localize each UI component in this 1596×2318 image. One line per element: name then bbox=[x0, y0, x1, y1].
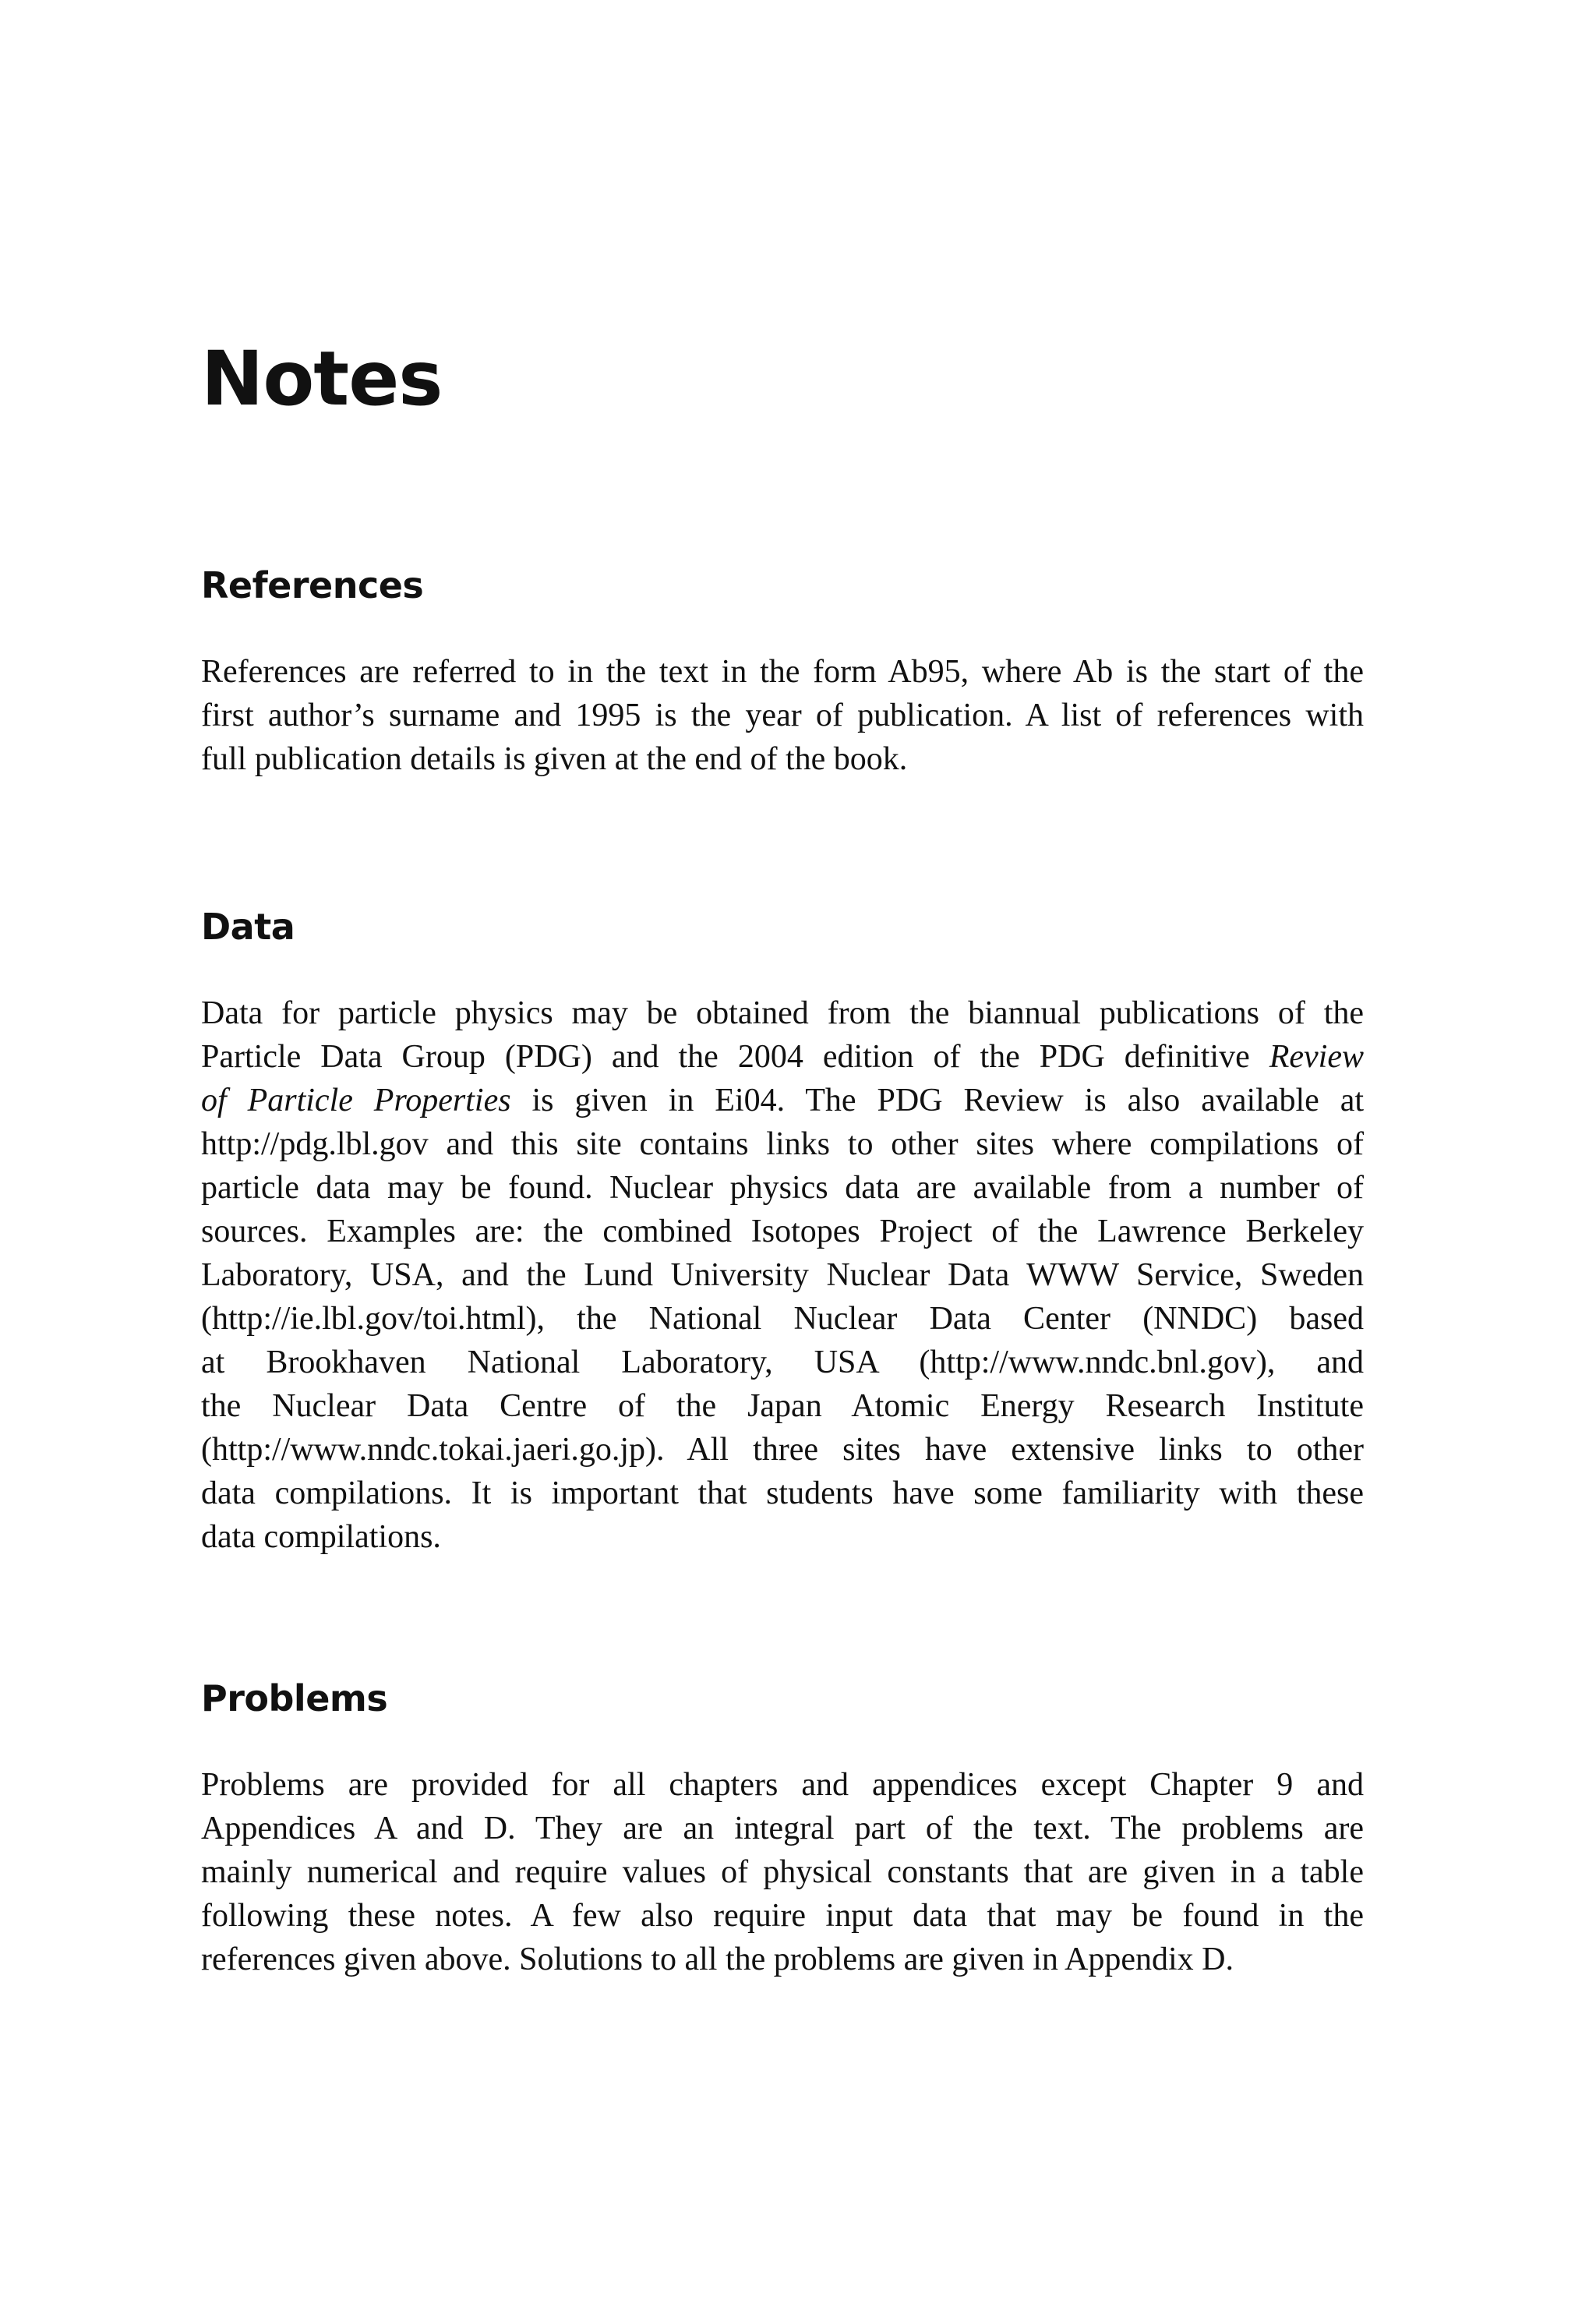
text-line: data compilations. It is important that students have some familiarity with these bbox=[201, 1475, 1364, 1511]
text-line: mainly numerical and require values of physical constants that are given in a table bbox=[201, 1854, 1364, 1890]
section-heading-problems: Problems bbox=[201, 1677, 388, 1719]
text-line: Appendices A and D. They are an integral part of the text. The problems are bbox=[201, 1811, 1364, 1846]
text-line: first author’s surname and 1995 is the year of publication. A list of references with bbox=[201, 698, 1364, 733]
text-line: Laboratory, USA, and the Lund University Nuclear Data WWW Service, Sweden bbox=[201, 1257, 1364, 1293]
text-line: following these notes. A few also require input data that may be found in the bbox=[201, 1898, 1364, 1934]
text-line bbox=[201, 1079, 1364, 1122]
text-line: Problems are provided for all chapters and appendices except Chapter 9 and bbox=[201, 1767, 1364, 1803]
text-fragment: is given in Ei04. The PDG Review is also available at bbox=[531, 1083, 1364, 1118]
paragraph-data bbox=[201, 991, 1364, 1559]
text-line: the Nuclear Data Centre of the Japan Atomic Energy Research Institute bbox=[201, 1388, 1364, 1424]
text-line bbox=[201, 1035, 1364, 1079]
text-line: Data for particle physics may be obtained from the biannual publications of the bbox=[201, 995, 1364, 1031]
text-line: references given above. Solutions to all the problems are given in Appendix D. bbox=[201, 1942, 1234, 1977]
text-line: particle data may be found. Nuclear physics data are available from a number of bbox=[201, 1170, 1364, 1206]
paragraph-references bbox=[201, 650, 1364, 781]
text-line: full publication details is given at the end of the book. bbox=[201, 741, 908, 777]
text-line: data compilations. bbox=[201, 1519, 441, 1555]
book-title-italic: Review bbox=[1269, 1039, 1364, 1075]
text-line: (http://www.nndc.tokai.jaeri.go.jp). All three sites have extensive links to other bbox=[201, 1432, 1364, 1468]
text-line: at Brookhaven National Laboratory, USA (http://www.nndc.bnl.gov), and bbox=[201, 1345, 1364, 1380]
text-line: sources. Examples are: the combined Isotopes Project of the Lawrence Berkeley bbox=[201, 1214, 1364, 1249]
section-heading-data: Data bbox=[201, 906, 295, 948]
book-title-italic: of Particle Properties bbox=[201, 1083, 511, 1118]
text-line: References are referred to in the text in the form Ab95, where Ab is the start of the bbox=[201, 654, 1364, 690]
section-heading-references: References bbox=[201, 564, 424, 606]
page-title: Notes bbox=[201, 335, 443, 422]
paragraph-problems bbox=[201, 1763, 1364, 1981]
text-line: (http://ie.lbl.gov/toi.html), the National Nuclear Data Center (NNDC) based bbox=[201, 1301, 1364, 1337]
text-line: http://pdg.lbl.gov and this site contains links to other sites where compilations of bbox=[201, 1126, 1364, 1162]
text-fragment: Particle Data Group (PDG) and the 2004 edition of the PDG definitive bbox=[201, 1039, 1250, 1075]
